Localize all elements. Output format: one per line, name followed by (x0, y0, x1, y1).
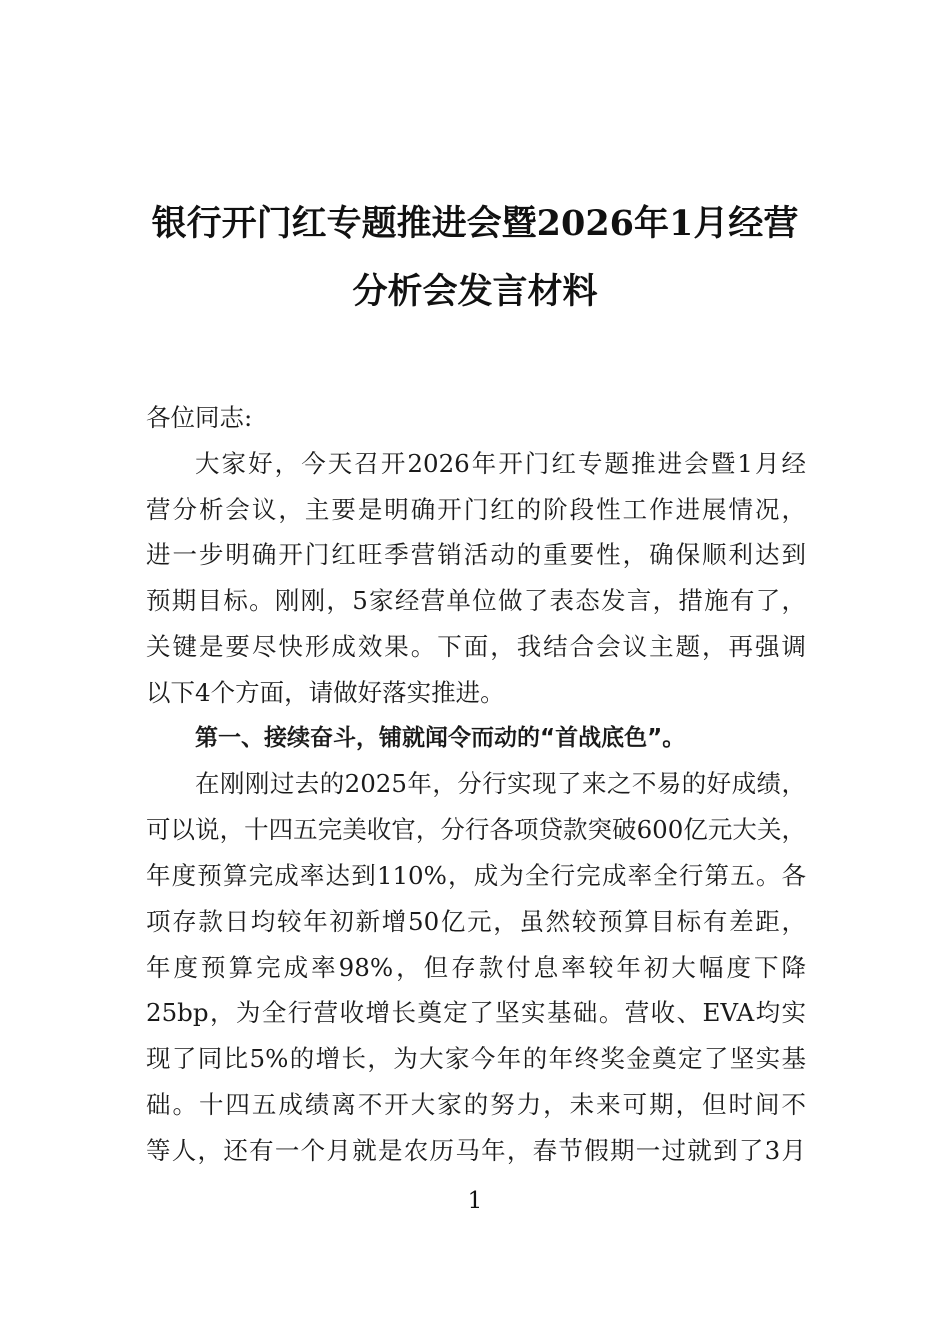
paragraph-1-line: 关键是要尽快形成效果。下面，我结合会议主题，再强调 (146, 631, 806, 661)
paragraph-2-line: 年度预算完成率达到110%，成为全行完成率全行第五。各 (146, 860, 806, 890)
title-line-2: 分析会发言材料 (352, 271, 598, 312)
paragraph-2-line: 可以说，十四五完美收官，分行各项贷款突破600亿元大关， (146, 815, 806, 845)
paragraph-2-line: 25bp，为全行营收增长奠定了坚实基础。营收、EVA均实 (146, 998, 806, 1028)
paragraph-2-line: 在刚刚过去的2025年，分行实现了来之不易的好成绩， (195, 769, 806, 799)
page-number: 1 (467, 1188, 483, 1214)
paragraph-1-line: 进一步明确开门红旺季营销活动的重要性，确保顺利达到 (146, 540, 806, 570)
paragraph-2-line: 现了同比5%的增长，为大家今年的年终奖金奠定了坚实基 (146, 1044, 806, 1074)
section-heading: 第一、接续奋斗，铺就闻令而动的“首战底色”。 (195, 724, 686, 751)
paragraph-2-line: 础。十四五成绩离不开大家的努力，未来可期，但时间不 (146, 1089, 806, 1119)
document-body (146, 395, 806, 1174)
paragraph-1-line: 预期目标。刚刚，5家经营单位做了表态发言，措施有了， (146, 586, 806, 616)
paragraph-1-line: 以下4个方面，请做好落实推进。 (146, 677, 505, 707)
paragraph-2-line: 年度预算完成率98%，但存款付息率较年初大幅度下降 (146, 952, 806, 982)
salutation: 各位同志: (146, 403, 253, 432)
paragraph-2 (146, 761, 806, 1173)
title-line-1: 银行开门红专题推进会暨2026年1月经营 (151, 203, 799, 244)
paragraph-1-line: 大家好，今天召开2026年开门红专题推进会暨1月经 (195, 448, 806, 478)
paragraph-2-line: 项存款日均较年初新增50亿元，虽然较预算目标有差距， (146, 906, 806, 936)
paragraph-1 (146, 441, 806, 716)
paragraph-2-line: 等人，还有一个月就是农历马年，春节假期一过就到了3月 (146, 1135, 806, 1165)
paragraph-1-line: 营分析会议，主要是明确开门红的阶段性工作进展情况， (146, 494, 806, 524)
document-title (100, 190, 850, 326)
